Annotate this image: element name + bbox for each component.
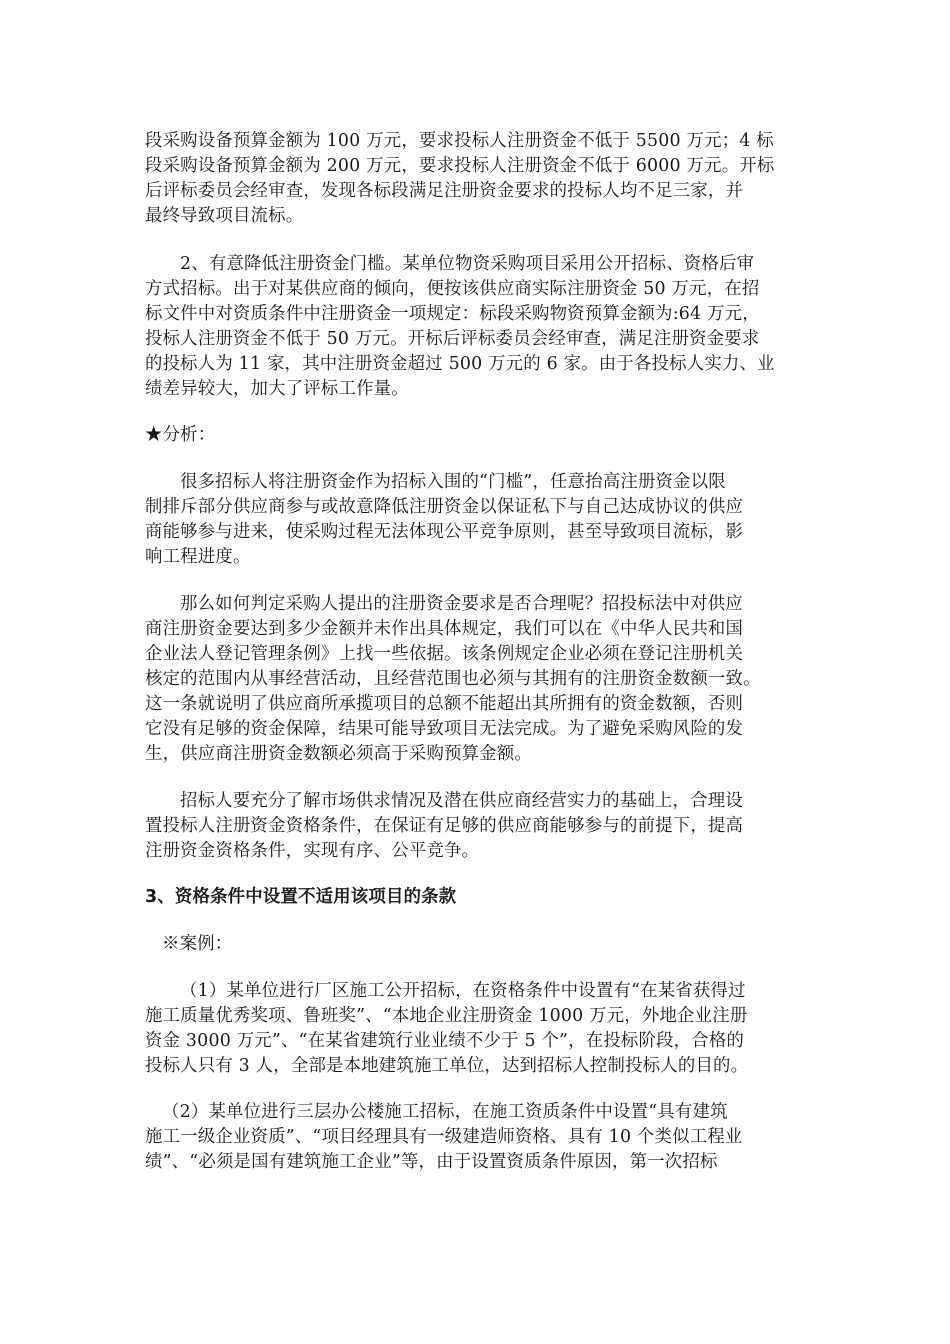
text-line: （1）某单位进行厂区施工公开招标，在资格条件中设置有“在某省获得过 bbox=[180, 981, 746, 1001]
text-line: 施工一级企业资质”、“项目经理具有一级建造师资格、具有 10 个类似工程业 bbox=[145, 1127, 743, 1147]
text-line: 2、有意降低注册资金门槛。某单位物资采购项目采用公开招标、资格后审 bbox=[180, 254, 755, 274]
text-line: 响工程进度。 bbox=[145, 547, 251, 567]
section-heading-bold: 3、资格条件中设置不适用该项目的条款 bbox=[145, 887, 457, 907]
text-line: 那么如何判定采购人提出的注册资金要求是否合理呢？招投标法中对供应 bbox=[180, 594, 743, 614]
text-line: 施工质量优秀奖项、鲁班奖”、“本地企业注册资金 1000 万元，外地企业注册 bbox=[145, 1006, 748, 1026]
text-line: 置投标人注册资金资格条件，在保证有足够的供应商能够参与的前提下，提高 bbox=[145, 816, 744, 836]
text-line: 最终导致项目流标。 bbox=[145, 206, 304, 226]
text-line: 段采购设备预算金额为 200 万元，要求投标人注册资金不低于 6000 万元。开标 bbox=[145, 156, 775, 176]
text-line: 生，供应商注册资金数额必须高于采购预算金额。 bbox=[145, 744, 532, 764]
text-line: 绩”、“必须是国有建筑施工企业”等，由于设置资质条件原因，第一次招标 bbox=[145, 1152, 718, 1172]
text-line: 这一条就说明了供应商所承揽项目的总额不能超出其所拥有的资金数额，否则 bbox=[145, 694, 744, 714]
text-line: 资金 3000 万元”、“在某省建筑行业业绩不少于 5 个”，在投标阶段，合格的 bbox=[145, 1031, 745, 1051]
section-heading: ★分析： bbox=[145, 425, 216, 445]
text-line: 绩差异较大，加大了评标工作量。 bbox=[145, 379, 409, 399]
text-line: 投标人注册资金不低于 50 万元。开标后评标委员会经审查，满足注册资金要求 bbox=[145, 329, 760, 349]
text-line: 方式招标。出于对某供应商的倾向，便按该供应商实际注册资金 50 万元，在招 bbox=[145, 279, 760, 299]
text-line: 制排斥部分供应商参与或故意降低注册资金以保证私下与自己达成协议的供应 bbox=[145, 497, 744, 517]
text-line: 投标人只有 3 人，全部是本地建筑施工单位，达到招标人控制投标人的目的。 bbox=[145, 1056, 749, 1076]
text-line: 段采购设备预算金额为 100 万元，要求投标人注册资金不低于 5500 万元；4 标 bbox=[145, 131, 774, 151]
text-line: 的投标人为 11 家，其中注册资金超过 500 万元的 6 家。由于各投标人实力、业 bbox=[145, 354, 775, 374]
text-line: 很多招标人将注册资金作为招标入围的“门槛”，任意抬高注册资金以限 bbox=[180, 472, 726, 492]
text-line: 它没有足够的资金保障，结果可能导致项目无法完成。为了避免采购风险的发 bbox=[145, 719, 744, 739]
text-line: 核定的范围内从事经营活动，且经营范围也必须与其拥有的注册资金数额一致。 bbox=[145, 669, 761, 689]
text-line: 商能够参与进来，使采购过程无法体现公平竞争原则，甚至导致项目流标，影 bbox=[145, 522, 744, 542]
case-label: ※案例： bbox=[162, 934, 233, 954]
text-line: 后评标委员会经审查，发现各标段满足注册资金要求的投标人均不足三家，并 bbox=[145, 181, 744, 201]
text-line: 标文件中对资质条件中注册资金一项规定：标段采购物资预算金额为:64 万元， bbox=[145, 304, 760, 324]
text-line: 注册资金资格条件，实现有序、公平竞争。 bbox=[145, 841, 480, 861]
text-line: 招标人要充分了解市场供求情况及潜在供应商经营实力的基础上，合理设 bbox=[180, 791, 743, 811]
text-line: （2）某单位进行三层办公楼施工招标，在施工资质条件中设置“具有建筑 bbox=[162, 1102, 728, 1122]
text-line: 企业法人登记管理条例》上找一些依据。该条例规定企业必须在登记注册机关 bbox=[145, 644, 744, 664]
text-line: 商注册资金要达到多少金额并未作出具体规定，我们可以在《中华人民共和国 bbox=[145, 619, 744, 639]
